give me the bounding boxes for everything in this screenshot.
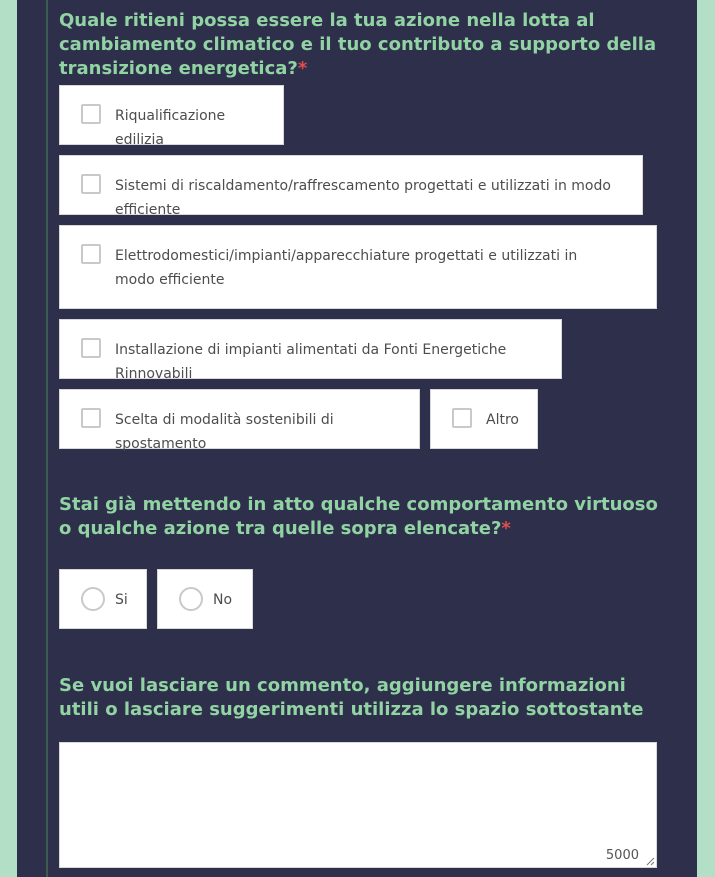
option-label: Sistemi di riscaldamento/raffrescamento progettati e utilizzati in modo efficiente	[115, 178, 611, 218]
option-label: Installazione di impianti alimentati da Fonti Energetiche Rinnovabili	[115, 342, 507, 382]
checkbox-icon[interactable]	[452, 408, 472, 428]
checkbox-icon[interactable]	[81, 338, 101, 358]
checkbox-icon[interactable]	[81, 408, 101, 428]
checkbox-option-altro[interactable]	[430, 389, 538, 449]
option-label: Riqualificazione edilizia	[115, 108, 226, 148]
question-text: Se vuoi lasciare un commento, aggiungere informazioni utili o lasciare suggerimenti utilizza lo spazio sottostante	[59, 675, 644, 720]
option-label: Scelta di modalità sostenibili di spostamento	[115, 412, 334, 452]
checkbox-icon[interactable]	[81, 104, 101, 124]
required-mark: *	[501, 518, 511, 539]
option-label: Si	[115, 592, 128, 608]
resize-handle-icon[interactable]	[645, 856, 655, 866]
character-counter: 5000	[605, 848, 639, 863]
question-text: Quale ritieni possa essere la tua azione nella lotta al cambiamento climatico e il tuo contributo a supporto della transizione energetica?	[59, 10, 657, 79]
option-label: Elettrodomestici/impianti/apparecchiature progettati e utilizzati in modo efficiente	[115, 248, 578, 288]
question-text: Stai già mettendo in atto qualche comportamento virtuoso o qualche azione tra quelle sopra elencate?	[59, 494, 658, 539]
question-title-2	[59, 493, 669, 541]
checkbox-icon[interactable]	[81, 174, 101, 194]
question-title-3	[59, 674, 669, 722]
checkbox-option-riqualificazione[interactable]	[59, 85, 284, 148]
radio-option-no[interactable]	[157, 569, 253, 629]
checkbox-option-spostamento[interactable]	[59, 389, 420, 452]
checkbox-option-rinnovabili[interactable]	[59, 319, 562, 382]
question-title-1	[59, 9, 669, 81]
panel-divider	[46, 0, 48, 877]
required-mark: *	[297, 58, 308, 79]
option-label: Altro	[486, 412, 519, 428]
checkbox-option-elettrodomestici[interactable]	[59, 225, 657, 309]
radio-option-si[interactable]	[59, 569, 147, 629]
checkbox-option-riscaldamento[interactable]	[59, 155, 643, 218]
radio-icon[interactable]	[179, 587, 203, 611]
option-label: No	[213, 592, 233, 608]
checkbox-icon[interactable]	[81, 244, 101, 264]
radio-icon[interactable]	[81, 587, 105, 611]
comment-textarea[interactable]	[59, 742, 657, 868]
